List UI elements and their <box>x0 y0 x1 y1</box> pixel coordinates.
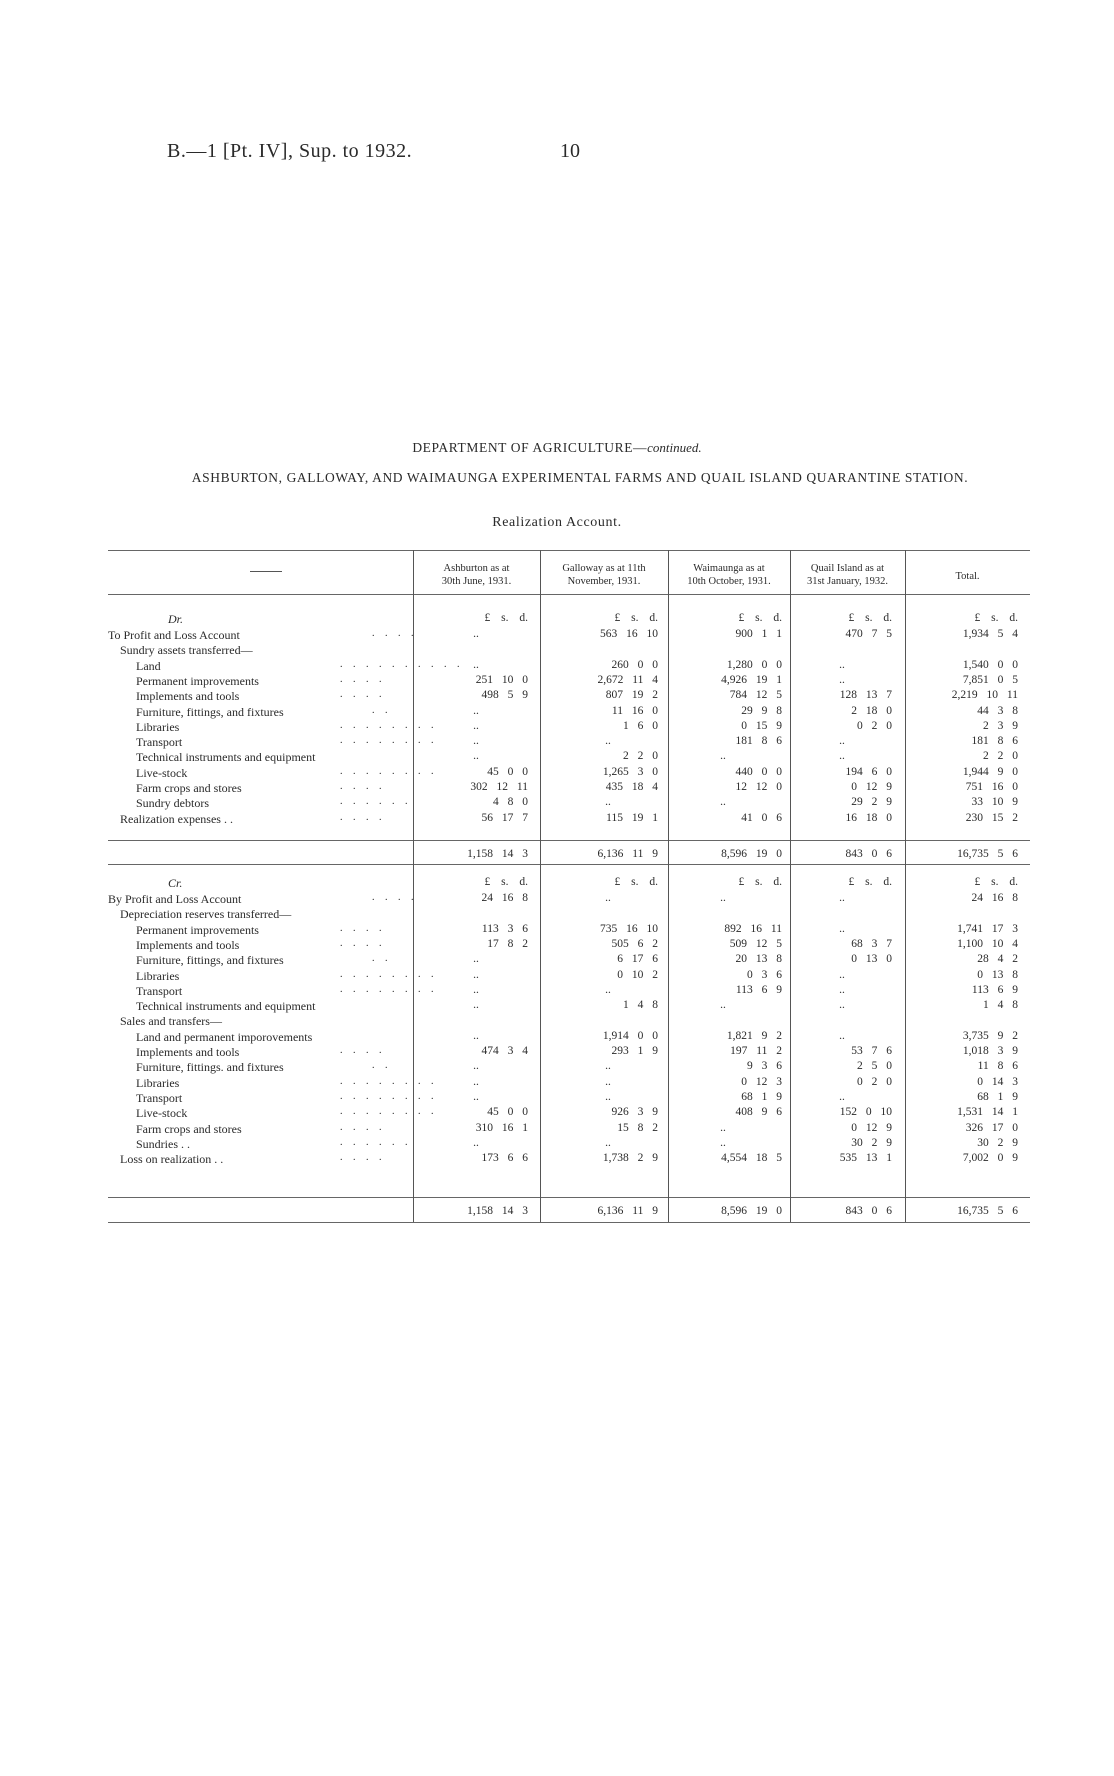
dr-cell: 7,851 0 5 <box>962 673 1018 686</box>
dr-cell: .. <box>473 735 479 748</box>
cr-cell: 9 3 6 <box>747 1060 782 1073</box>
cr-cell: 30 2 9 <box>977 1136 1018 1149</box>
dr-cell: 128 13 7 <box>839 689 892 702</box>
column-header-1 <box>413 562 540 588</box>
cr-cell: 0 2 0 <box>857 1075 892 1088</box>
dr-row-leader-dots: . . <box>372 704 392 716</box>
cr-row-leader-dots: . . <box>372 1060 392 1072</box>
dr-row-leader-dots: . . . . . . <box>340 796 412 808</box>
dr-cell: 1,934 5 4 <box>962 628 1018 640</box>
cr-row-leader-dots: . . . . <box>372 892 418 903</box>
cr-cell: 0 12 9 <box>851 1121 892 1134</box>
dr-cell: .. <box>720 796 726 809</box>
dr-row-label: Technical instruments and equipment <box>136 750 316 765</box>
dr-cell: 230 15 2 <box>965 811 1018 824</box>
dr-cell: .. <box>605 735 611 748</box>
cr-row-label: Land and permanent imporovements <box>136 1029 313 1044</box>
dr-cell: 16 18 0 <box>845 811 892 824</box>
dr-cell: 1,540 0 0 <box>962 658 1018 671</box>
cr-cell: 408 9 6 <box>735 1106 782 1119</box>
dr-cell: 11 16 0 <box>611 704 658 717</box>
cr-section-label: Cr. <box>168 876 183 890</box>
dr-total-cell: 8,596 19 0 <box>721 848 782 860</box>
dr-cell: 1,944 9 0 <box>962 765 1018 778</box>
cr-row-leader-dots: . . . . . . . . <box>340 1075 438 1087</box>
cr-currency-header: £ s. d. <box>738 876 782 888</box>
cr-cell: 1 4 8 <box>623 999 658 1012</box>
department-title <box>0 440 1114 456</box>
dr-cell: .. <box>473 719 479 732</box>
cr-cell: .. <box>605 1090 611 1103</box>
cr-total-cell: 8,596 19 0 <box>721 1205 782 1217</box>
cr-cell: .. <box>605 983 611 996</box>
cr-cell: 6 17 6 <box>617 953 658 966</box>
dr-cell: 2 3 9 <box>983 719 1018 732</box>
cr-cell: .. <box>605 1136 611 1149</box>
cr-row-label: Libraries <box>136 968 180 983</box>
column-divider-5 <box>905 550 906 1222</box>
account-subheading: Realization Account. <box>492 515 622 530</box>
cr-cell: 15 8 2 <box>617 1121 658 1134</box>
dr-cell: 45 0 0 <box>487 765 528 778</box>
dr-row-label: Implements and tools <box>136 689 240 704</box>
dr-cell: 302 12 11 <box>470 781 528 793</box>
dr-cell: .. <box>473 658 479 671</box>
dr-cell: 1,280 0 0 <box>726 658 782 671</box>
dr-cell: 181 8 6 <box>735 735 782 748</box>
cr-currency-header: £ s. d. <box>974 876 1018 888</box>
cr-cell: 197 11 2 <box>730 1045 782 1057</box>
cr-cell: 1,821 9 2 <box>726 1029 782 1042</box>
cr-cell: .. <box>720 999 726 1012</box>
cr-cell: 2 5 0 <box>857 1060 892 1073</box>
cr-row-leader-dots: . . . . <box>340 1121 386 1133</box>
cr-cell: .. <box>720 1136 726 1149</box>
dr-cell: 41 0 6 <box>741 811 782 824</box>
dr-row-label: Transport <box>136 735 183 750</box>
cr-row-leader-dots: . . . . <box>340 1152 386 1164</box>
dr-cell: 56 17 7 <box>481 811 528 824</box>
cr-row-leader-dots: . . . . . . . . <box>340 1090 438 1102</box>
cr-total-top-rule <box>108 1197 1030 1198</box>
column-header-line2: 30th June, 1931. <box>441 576 512 587</box>
dr-total-cell: 16,735 5 6 <box>957 848 1018 860</box>
cr-cell: 1,741 17 3 <box>957 922 1018 935</box>
dr-row-leader-dots: . . . . <box>340 673 386 685</box>
cr-currency-header: £ s. d. <box>484 876 528 888</box>
cr-cell: .. <box>839 1029 845 1042</box>
dr-currency-header: £ s. d. <box>484 612 528 624</box>
cr-cell: 1,914 0 0 <box>602 1029 658 1042</box>
dr-row-leader-dots: . . . . <box>340 689 386 701</box>
cr-row-label: Permanent improvements <box>136 922 259 937</box>
dr-row-leader-dots: . . . . <box>340 811 386 823</box>
cr-total-cell: 1,158 14 3 <box>467 1205 528 1217</box>
dr-currency-header: £ s. d. <box>614 612 658 624</box>
column-header-line2: 10th October, 1931. <box>687 576 771 587</box>
cr-cell: 113 3 6 <box>481 922 528 935</box>
column-header-line1: Waimaunga as at <box>693 563 765 574</box>
dr-cell: 33 10 9 <box>971 796 1018 809</box>
cr-cell: 509 12 5 <box>729 937 782 950</box>
cr-cell: .. <box>839 922 845 935</box>
cr-cell: 310 16 1 <box>475 1121 528 1134</box>
page-number: 10 <box>560 140 580 162</box>
dr-row-leader-dots: . . . . . . . . <box>340 765 438 777</box>
dr-row-leader-dots: . . . . <box>372 628 418 639</box>
dr-total-cell: 1,158 14 3 <box>467 848 528 860</box>
cr-row-leader-dots: . . . . . . <box>340 1136 412 1148</box>
cr-cell: 11 8 6 <box>977 1060 1018 1073</box>
dr-cell: 29 9 8 <box>741 704 782 717</box>
dr-cell: 12 12 0 <box>735 781 782 793</box>
label-column-header <box>250 571 282 572</box>
dr-cell: .. <box>839 750 845 763</box>
dr-cell: .. <box>473 750 479 763</box>
cr-row-label: Depreciation reserves transferred— <box>120 907 292 922</box>
column-divider-4 <box>790 550 791 1222</box>
cr-row-leader-dots: . . . . <box>340 922 386 934</box>
cr-row-label: Furniture, fittings. and fixtures <box>136 1060 284 1075</box>
dr-cell: 2 2 0 <box>983 750 1018 763</box>
dr-row-label: Farm crops and stores <box>136 781 242 795</box>
cr-cell: .. <box>473 1029 479 1042</box>
dr-cell: 181 8 6 <box>971 735 1018 748</box>
cr-total-cell: 843 0 6 <box>845 1205 892 1217</box>
cr-cell: .. <box>720 1121 726 1134</box>
cr-cell: 152 0 10 <box>839 1106 892 1119</box>
dr-cell: 115 19 1 <box>606 811 658 824</box>
cr-row-label: Furniture, fittings, and fixtures <box>136 953 284 968</box>
cr-cell: 68 1 9 <box>977 1090 1018 1103</box>
cr-cell: 0 12 3 <box>741 1075 782 1088</box>
column-header-line1: Quail Island as at <box>810 563 885 574</box>
cr-row-leader-dots: . . . . . . . . <box>340 968 438 980</box>
dr-cell: 2 2 0 <box>623 750 658 763</box>
cr-cell: 24 16 8 <box>971 892 1018 904</box>
dr-cell: 807 19 2 <box>605 689 658 702</box>
cr-cell: 474 3 4 <box>481 1045 528 1057</box>
cr-cell: 1,738 2 9 <box>602 1152 658 1165</box>
cr-row-label: Technical instruments and equipment <box>136 999 316 1014</box>
cr-cell: 1,100 10 4 <box>957 937 1018 950</box>
dr-cell: 498 5 9 <box>481 689 528 702</box>
dr-cell: 751 16 0 <box>965 781 1018 793</box>
dr-row-label: Furniture, fittings, and fixtures <box>136 704 284 719</box>
cr-cell: 1,018 3 9 <box>962 1045 1018 1057</box>
cr-row-label: Sundries . . <box>136 1136 190 1151</box>
cr-row-label: Implements and tools <box>136 1045 240 1059</box>
cr-cell: .. <box>839 1090 845 1103</box>
continued-note: continued. <box>647 440 702 455</box>
dr-row-label: Sundry assets transferred— <box>120 643 253 658</box>
dr-row-leader-dots: . . . . . . . . . . <box>340 658 464 670</box>
cr-cell: 0 10 2 <box>617 968 658 981</box>
table-top-rule <box>108 550 1030 551</box>
dr-cell: .. <box>839 658 845 671</box>
dr-cell: .. <box>839 673 845 686</box>
cr-cell: 293 1 9 <box>611 1045 658 1057</box>
cr-currency-header: £ s. d. <box>614 876 658 888</box>
cr-row-leader-dots: . . . . . . . . <box>340 983 438 995</box>
cr-currency-header: £ s. d. <box>848 876 892 888</box>
dr-row-leader-dots: . . . . <box>340 781 386 792</box>
cr-row-leader-dots: . . . . <box>340 937 386 949</box>
cr-row-label: By Profit and Loss Account <box>108 892 242 906</box>
cr-row-leader-dots: . . <box>372 953 392 965</box>
cr-row-label: Loss on realization . . <box>120 1152 224 1167</box>
column-header-5 <box>905 570 1030 583</box>
dr-cell: 470 7 5 <box>845 628 892 640</box>
column-header-4 <box>790 562 905 588</box>
dr-row-label: Land <box>136 658 161 673</box>
cr-cell: 3,735 9 2 <box>962 1029 1018 1042</box>
department-name: DEPARTMENT OF AGRICULTURE— <box>412 440 648 455</box>
dr-total-cell: 843 0 6 <box>845 848 892 860</box>
cr-cell: .. <box>605 892 611 904</box>
cr-cell: .. <box>839 999 845 1012</box>
dr-row-label: Permanent improvements <box>136 673 259 688</box>
cr-cell: .. <box>473 1090 479 1103</box>
cr-total-cell: 6,136 11 9 <box>597 1205 658 1217</box>
dr-cell: 900 1 1 <box>735 628 782 640</box>
cr-cell: 7,002 0 9 <box>962 1152 1018 1165</box>
cr-cell: 113 6 9 <box>735 983 782 996</box>
cr-cell: 0 13 8 <box>977 968 1018 981</box>
column-header-line1: Galloway as at 11th <box>562 563 646 574</box>
cr-cell: .. <box>473 1060 479 1073</box>
dr-cell: 440 0 0 <box>735 765 782 778</box>
cr-cell: 68 1 9 <box>741 1090 782 1103</box>
cr-row-label: Transport <box>136 983 183 998</box>
cr-row-leader-dots: . . . . . . . . <box>340 1106 438 1118</box>
column-header-line1: Total. <box>955 571 980 582</box>
column-divider-1 <box>413 550 414 1222</box>
cr-row-label: Farm crops and stores <box>136 1121 242 1136</box>
dr-section-label: Dr. <box>168 612 184 626</box>
dr-cell: 4,926 19 1 <box>721 673 782 686</box>
cr-cell: .. <box>473 1136 479 1149</box>
dr-cell: .. <box>605 796 611 809</box>
dr-cell: .. <box>473 704 479 717</box>
cr-cell: 68 3 7 <box>851 937 892 950</box>
cr-cell: 505 6 2 <box>611 937 658 950</box>
dr-cell: .. <box>473 628 479 640</box>
dr-cell: 2,672 11 4 <box>597 673 658 686</box>
cr-cell: 326 17 0 <box>965 1121 1018 1134</box>
dr-row-label: To Profit and Loss Account <box>108 628 240 642</box>
cr-cell: .. <box>473 999 479 1012</box>
cr-cell: .. <box>473 953 479 966</box>
cr-cell: 20 13 8 <box>735 953 782 966</box>
header-bottom-rule <box>108 594 1030 595</box>
cr-cell: .. <box>720 892 726 904</box>
dr-cell: 44 3 8 <box>977 704 1018 717</box>
cr-row-label: Sales and transfers— <box>120 1014 222 1029</box>
dr-cell: 2,219 10 11 <box>951 689 1018 702</box>
cr-cell: .. <box>473 1075 479 1088</box>
cr-row-label: Transport <box>136 1090 183 1105</box>
running-head: B.—1 [Pt. IV], Sup. to 1932. <box>167 140 413 162</box>
cr-cell: .. <box>473 983 479 996</box>
dr-cell: 251 10 0 <box>475 673 528 686</box>
dr-cell: 0 15 9 <box>741 719 782 732</box>
cr-cell: 0 13 0 <box>851 953 892 966</box>
cr-cell: 735 16 10 <box>600 922 658 935</box>
dr-cell: 0 2 0 <box>857 719 892 732</box>
cr-cell: 1,531 14 1 <box>957 1106 1018 1119</box>
cr-cell: .. <box>839 968 845 981</box>
cr-cell: 113 6 9 <box>971 983 1018 996</box>
dr-currency-header: £ s. d. <box>738 612 782 624</box>
cr-row-label: Implements and tools <box>136 937 240 952</box>
dr-cell: 29 2 9 <box>851 796 892 809</box>
cr-total-cell: 16,735 5 6 <box>957 1205 1018 1217</box>
dr-cell: 784 12 5 <box>729 689 782 702</box>
column-header-2 <box>540 562 668 588</box>
dr-cell: .. <box>839 735 845 748</box>
cr-cell: .. <box>839 892 845 904</box>
dr-cell: 194 6 0 <box>845 765 892 778</box>
cr-row-leader-dots: . . . . <box>340 1045 386 1056</box>
cr-cell: .. <box>839 983 845 996</box>
cr-cell: 4,554 18 5 <box>721 1152 782 1165</box>
dr-row-label: Realization expenses . . <box>120 811 233 826</box>
cr-cell: 0 3 6 <box>747 968 782 981</box>
dr-cell: .. <box>720 750 726 763</box>
dr-cell: 1 6 0 <box>623 719 658 732</box>
dr-currency-header: £ s. d. <box>974 612 1018 624</box>
dr-cell: 1,265 3 0 <box>602 765 658 778</box>
cr-cell: 28 4 2 <box>977 953 1018 966</box>
cr-cell: 30 2 9 <box>851 1136 892 1149</box>
dr-cell: 0 12 9 <box>851 781 892 793</box>
dr-total-bottom-rule <box>108 864 1030 865</box>
dr-total-cell: 6,136 11 9 <box>597 848 658 860</box>
column-header-3 <box>668 562 790 588</box>
dr-row-label: Live-stock <box>136 765 188 780</box>
dr-total-top-rule <box>108 840 1030 841</box>
column-header-line2: November, 1931. <box>567 576 641 587</box>
dr-row-label: Sundry debtors <box>136 796 209 811</box>
cr-cell: 17 8 2 <box>487 937 528 950</box>
cr-row-label: Libraries <box>136 1075 180 1090</box>
dr-cell: 563 16 10 <box>600 628 658 640</box>
cr-cell: .. <box>605 1075 611 1088</box>
dr-cell: 4 8 0 <box>493 796 528 809</box>
cr-cell: 53 7 6 <box>851 1045 892 1057</box>
cr-cell: 45 0 0 <box>487 1106 528 1119</box>
dr-row-leader-dots: . . . . . . . . <box>340 735 438 747</box>
cr-cell: 0 14 3 <box>977 1075 1018 1088</box>
dr-row-label: Libraries <box>136 719 180 734</box>
column-divider-2 <box>540 550 541 1222</box>
cr-cell: .. <box>605 1060 611 1073</box>
dr-row-leader-dots: . . . . . . . . <box>340 719 438 731</box>
column-divider-3 <box>668 550 669 1222</box>
table-bottom-rule <box>108 1222 1030 1223</box>
dr-cell: 435 18 4 <box>605 781 658 793</box>
cr-row-label: Live-stock <box>136 1106 188 1121</box>
cr-cell: 1 4 8 <box>983 999 1018 1012</box>
account-heading: ASHBURTON, GALLOWAY, AND WAIMAUNGA EXPERIMENTAL FARMS AND QUAIL ISLAND QUARANTINE STATION. <box>191 470 969 485</box>
cr-cell: 173 6 6 <box>481 1152 528 1165</box>
cr-cell: .. <box>473 968 479 981</box>
column-header-line1: Ashburton as at <box>443 563 510 574</box>
cr-cell: 535 13 1 <box>839 1152 892 1165</box>
cr-cell: 24 16 8 <box>481 892 528 904</box>
cr-cell: 892 16 11 <box>724 922 782 935</box>
column-header-line2: 31st January, 1932. <box>807 576 888 587</box>
dr-cell: 260 0 0 <box>611 658 658 671</box>
cr-cell: 926 3 9 <box>611 1106 658 1119</box>
dr-currency-header: £ s. d. <box>848 612 892 624</box>
dr-cell: 2 18 0 <box>851 704 892 717</box>
